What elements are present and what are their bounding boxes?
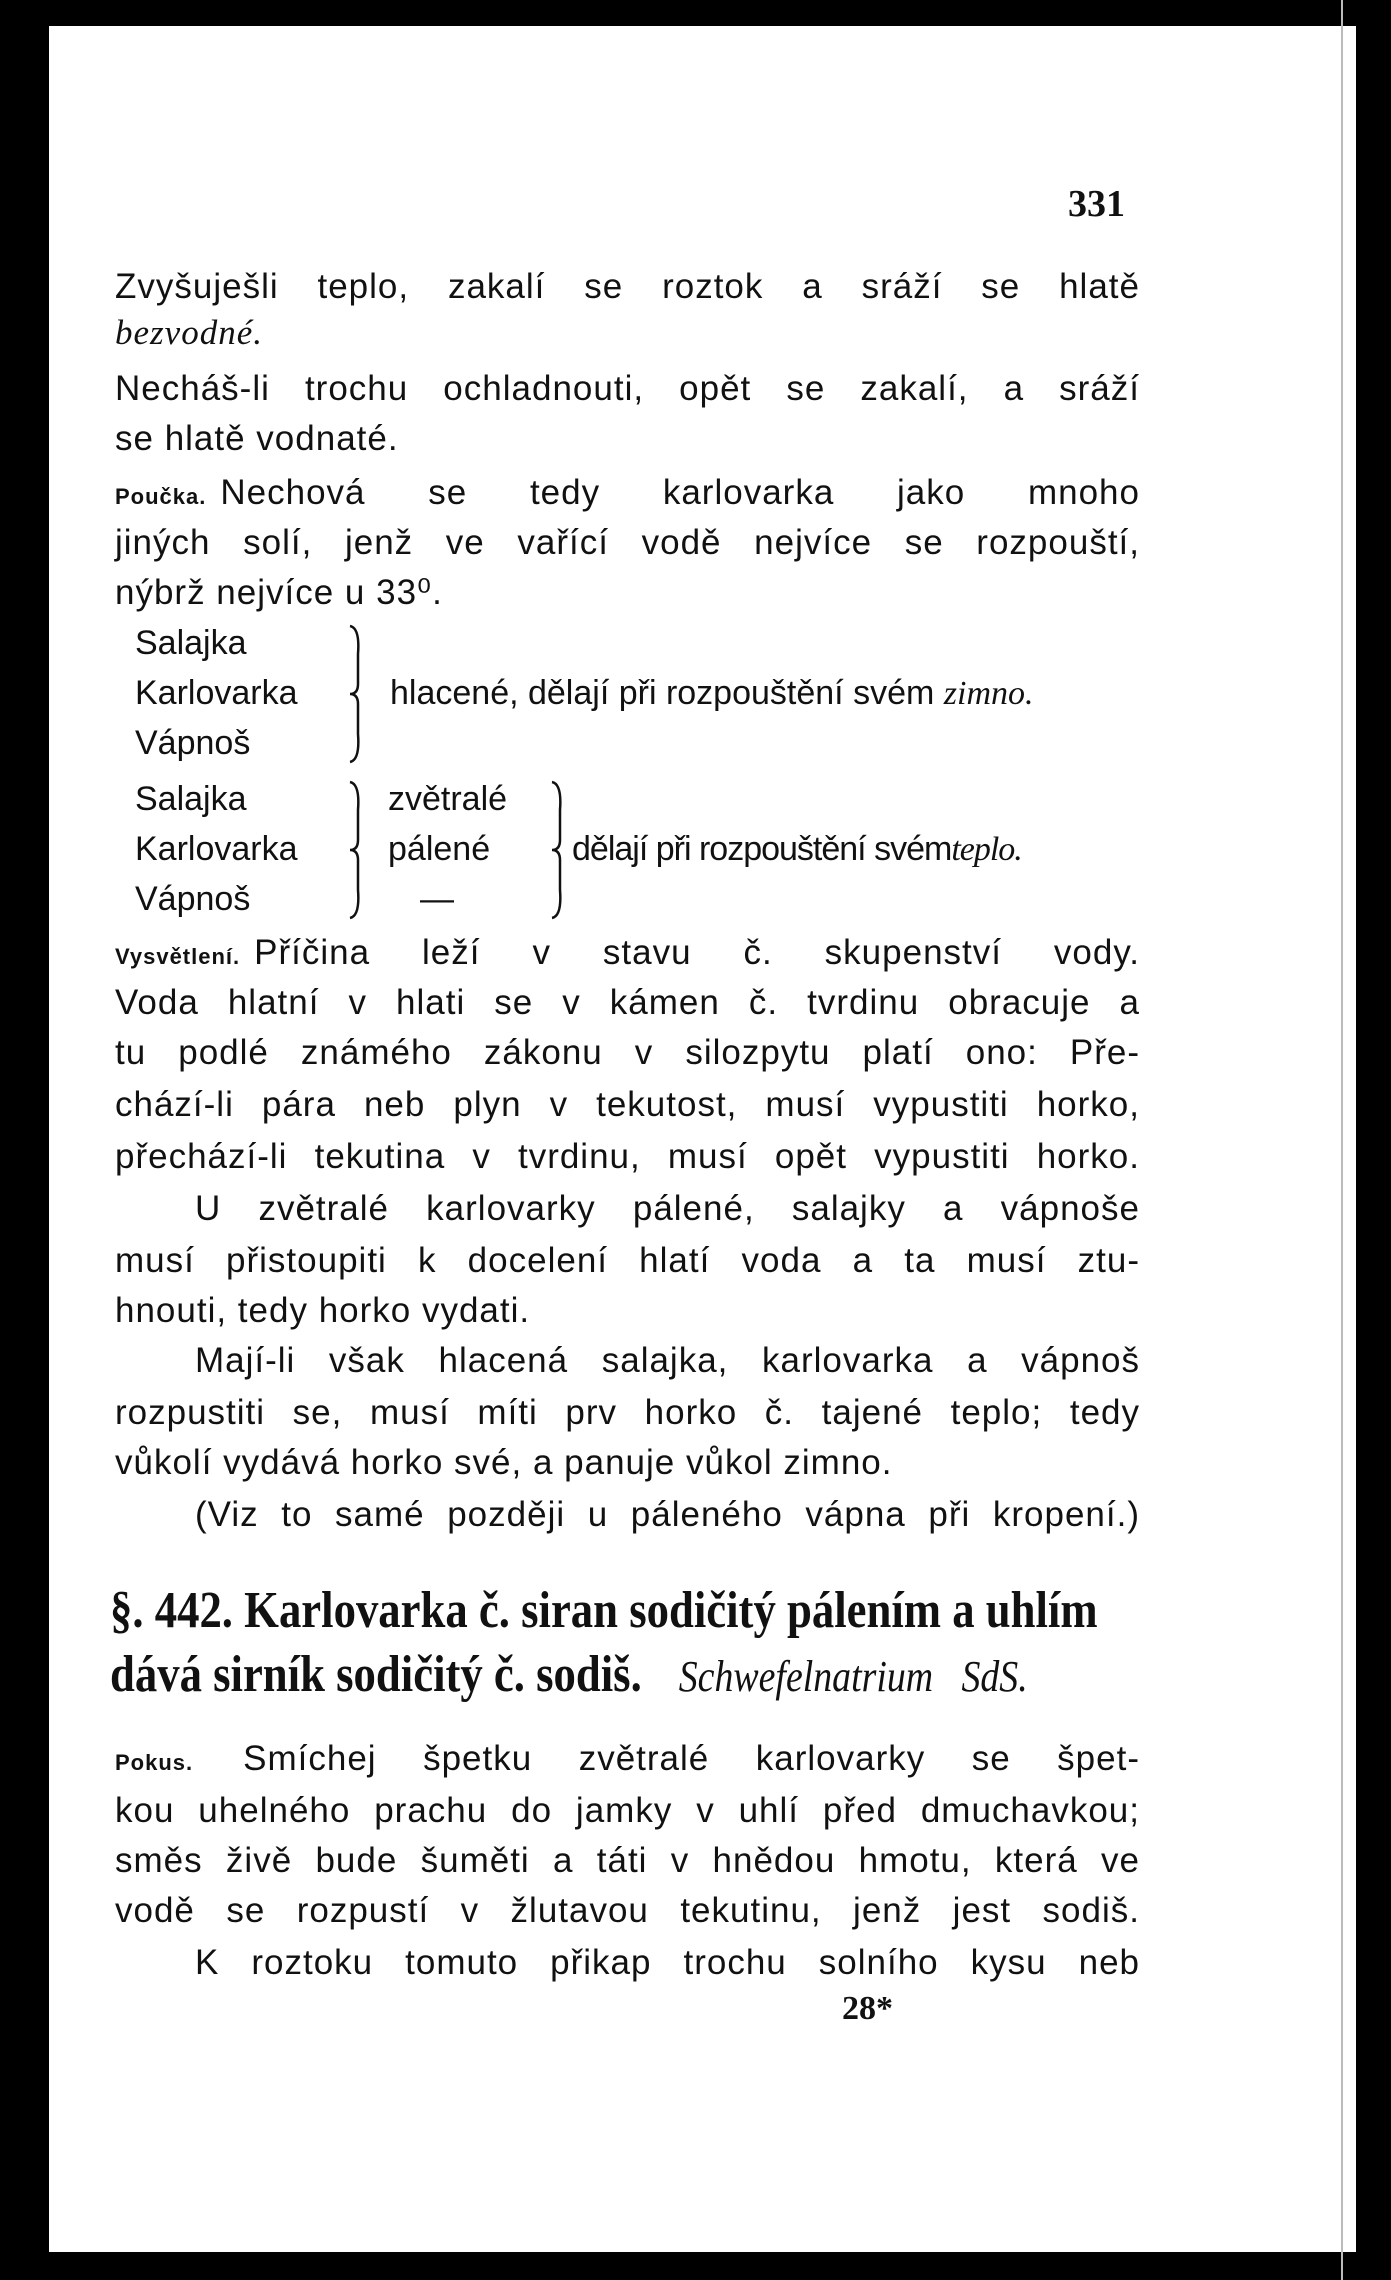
- page-edge-line: [1341, 0, 1343, 2280]
- table2-state-1: zvětralé: [388, 780, 508, 818]
- label-poucka: Poučka.: [115, 484, 207, 509]
- text-line-3: Necháš-li trochu ochladnouti, opět se zakalí, a sráží: [115, 369, 1140, 408]
- text-line-4: se hlatě vodnaté.: [115, 419, 399, 458]
- table1-item-3: Vápnoš: [135, 724, 251, 762]
- table2-item-3: Vápnoš: [135, 880, 251, 918]
- table1-brace: [346, 624, 366, 764]
- text-line-23: vodě se rozpustí v žlutavou tekutinu, jenž jest sodiš.: [115, 1891, 1140, 1930]
- text-line-12: přechází-li tekutina v tvrdinu, musí opět vypustiti horko.: [115, 1137, 1140, 1176]
- text-line-9: Voda hlatní v hlati se v kámen č. tvrdinu obracuje a: [115, 983, 1140, 1022]
- table1-text-main: hlacené, dělají při rozpouštění svém: [390, 674, 935, 712]
- label-pokus: Pokus.: [115, 1750, 194, 1775]
- text-line-2: bezvodné.: [115, 313, 263, 352]
- text-line-7: nýbrž nejvíce u 33⁰.: [115, 573, 443, 612]
- table1-item-2: Karlovarka: [135, 674, 298, 712]
- table2-item-1: Salajka: [135, 780, 247, 818]
- table2-text-main: dělají při rozpouštění svém: [572, 830, 952, 868]
- table2-text: [572, 826, 1022, 873]
- text-line-8-body: Příčina leží v stavu č. skupenství vody.: [254, 933, 1140, 972]
- signature-mark: 28*: [842, 1990, 893, 2027]
- text-line-20: [115, 1736, 1140, 1786]
- section-heading-line-1: §. 442. Karlovarka č. siran sodičitý pálením a uhlím: [110, 1582, 1098, 1639]
- text-line-22: směs živě bude šuměti a táti v hnědou hmotu, která ve: [115, 1841, 1140, 1880]
- text-line-15: hnouti, tedy horko vydati.: [115, 1291, 531, 1330]
- section-heading-line-2: [110, 1646, 1028, 1706]
- text-line-1: Zvyšuješli teplo, zakalí se roztok a sráží se hlatě: [115, 267, 1140, 306]
- table2-text-italic: teplo.: [951, 831, 1022, 868]
- text-line-10: tu podlé známého zákonu v silozpytu platí ono: Pře-: [115, 1033, 1140, 1072]
- table1-text: [390, 670, 1034, 717]
- text-line-17: rozpustiti se, musí míti prv horko č. tajené teplo; tedy: [115, 1393, 1140, 1432]
- text-line-16: Mají-li však hlacená salajka, karlovarka a vápnoš: [195, 1341, 1140, 1380]
- section-heading-german: Schwefelnatrium: [678, 1652, 934, 1701]
- label-vysvetleni: Vysvětlení.: [115, 944, 241, 969]
- table2-state-3: —: [420, 880, 454, 918]
- section-heading-line-2-text: dává sirník sodičitý č. sodiš.: [110, 1646, 642, 1703]
- text-line-8: [115, 930, 1140, 980]
- text-line-21: kou uhelného prachu do jamky v uhlí před dmuchavkou;: [115, 1791, 1140, 1830]
- text-line-19: (Viz to samé později u páleného vápna při kropení.): [195, 1495, 1140, 1534]
- table1-item-1: Salajka: [135, 624, 247, 662]
- table1-text-italic: zimno.: [943, 675, 1034, 712]
- text-line-14: musí přistoupiti k docelení hlatí voda a ta musí ztu-: [115, 1241, 1140, 1280]
- text-line-24: K roztoku tomuto přikap trochu solního kysu neb: [195, 1943, 1140, 1982]
- table2-item-2: Karlovarka: [135, 830, 298, 868]
- table2-brace-right: [548, 780, 568, 920]
- text-line-5: [115, 470, 1140, 520]
- section-heading-formula: SdS.: [961, 1652, 1028, 1701]
- text-line-18: vůkolí vydává horko své, a panuje vůkol zimno.: [115, 1443, 893, 1482]
- table2-state-2: pálené: [388, 830, 491, 868]
- table2-brace-left: [346, 780, 366, 920]
- page-number: 331: [1068, 183, 1125, 225]
- text-line-6: jiných solí, jenž ve vařící vodě nejvíce se rozpouští,: [115, 523, 1140, 562]
- text-line-13: U zvětralé karlovarky pálené, salajky a vápnoše: [195, 1189, 1140, 1228]
- text-line-5-body: Nechová se tedy karlovarka jako mnoho: [220, 473, 1140, 512]
- text-line-20-body: Smíchej špetku zvětralé karlovarky se špet-: [243, 1739, 1140, 1778]
- text-line-11: chází-li pára neb plyn v tekutost, musí vypustiti horko,: [115, 1085, 1140, 1124]
